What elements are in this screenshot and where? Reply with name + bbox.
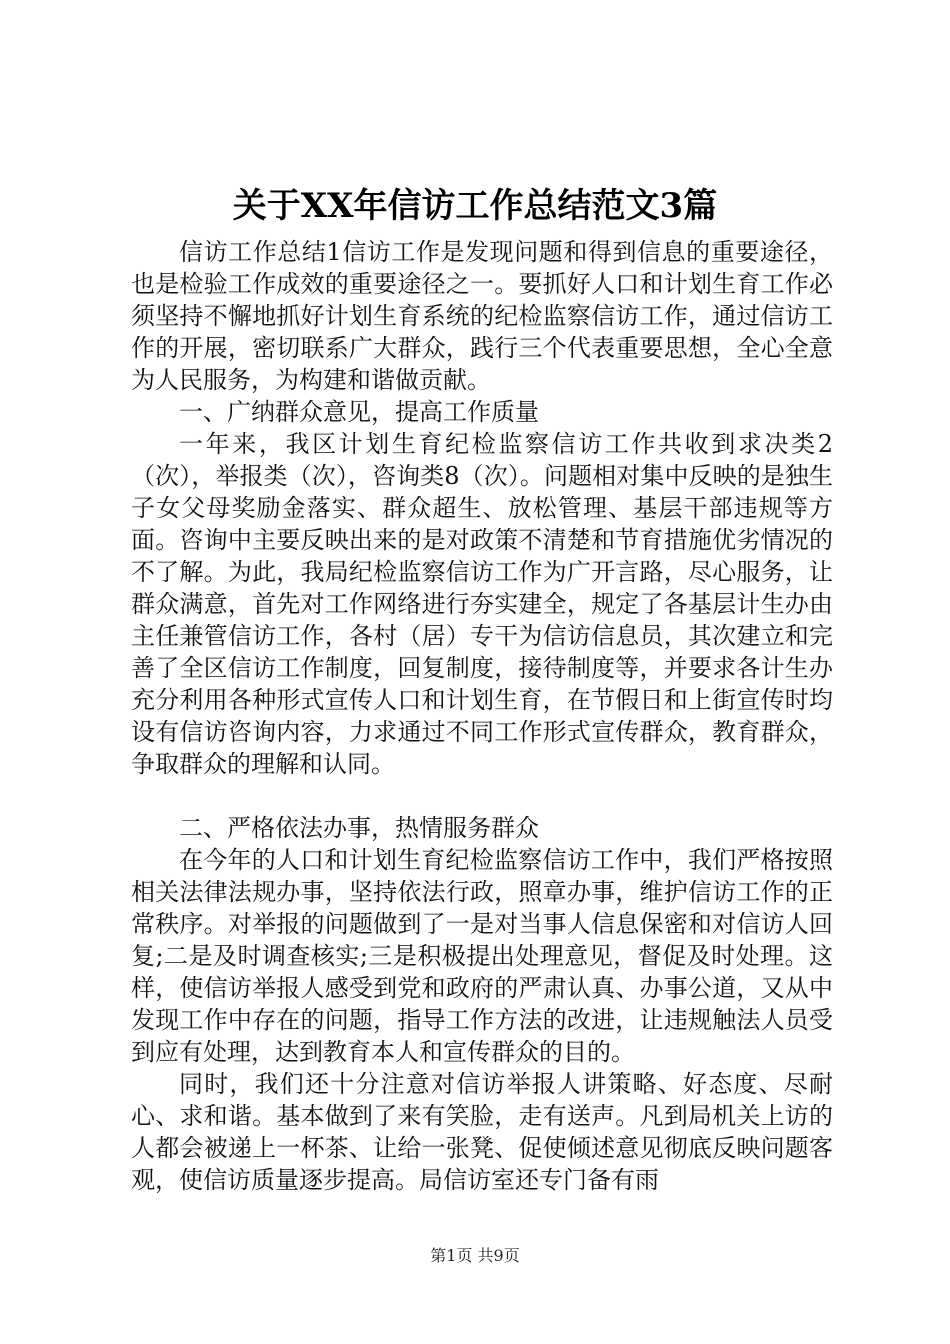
paragraph-section-2-cont: 同时，我们还十分注意对信访举报人讲策略、好态度、尽耐心、求和谐。基本做到了来有笑脸，走有送声。凡到局机关上访的人都会被递上一杯茶、让给一张凳、促使倾述意见彻底反映问题客观，使信访质量逐步提高。局信访室还专门备有雨	[131, 1070, 833, 1194]
section-heading-2: 二、严格依法办事，热情服务群众	[179, 814, 539, 842]
document-body	[131, 236, 833, 1196]
paragraph-section-1: 一年来，我区计划生育纪检监察信访工作共收到求决类2（次），举报类（次），咨询类8（次）。问题相对集中反映的是独生子女父母奖励金落实、群众超生、放松管理、基层干部违规等方面。咨询中主要反映出来的是对政策不清楚和节育措施优劣情况的不了解。为此，我局纪检监察信访工作为广开言路，尽心服务，让群众满意，首先对工作网络进行夯实建全，规定了各基层计生办由主任兼管信访工作，各村（居）专干为信访信息员，其次建立和完善了全区信访工作制度，回复制度，接待制度等，并要求各计生办充分利用各种形式宣传人口和计划生育，在节假日和上街宣传时均设有信访咨询内容，力求通过不同工作形式宣传群众，教育群众，争取群众的理解和认同。	[131, 430, 833, 778]
paragraph-intro: 信访工作总结1信访工作是发现问题和得到信息的重要途径，也是检验工作成效的重要途径之一。要抓好人口和计划生育工作必须坚持不懈地抓好计划生育系统的纪检监察信访工作，通过信访工作的开展，密切联系广大群众，践行三个代表重要思想，全心全意为人民服务，为构建和谐做贡献。	[131, 238, 833, 394]
paragraph-section-2: 在今年的人口和计划生育纪检监察信访工作中，我们严格按照相关法律法规办事，坚持依法行政，照章办事，维护信访工作的正常秩序。对举报的问题做到了一是对当事人信息保密和对信访人回复;二是及时调查核实;三是积极提出处理意见，督促及时处理。这样，使信访举报人感受到党和政府的严肃认真、办事公道，又从中发现工作中存在的问题，指导工作方法的改进，让违规触法人员受到应有处理，达到教育本人和宣传群众的目的。	[131, 846, 833, 1066]
section-heading-1: 一、广纳群众意见，提高工作质量	[179, 398, 539, 426]
page-number: 第1页 共9页	[430, 1246, 520, 1265]
document-title: 关于XX年信访工作总结范文3篇	[232, 186, 718, 226]
